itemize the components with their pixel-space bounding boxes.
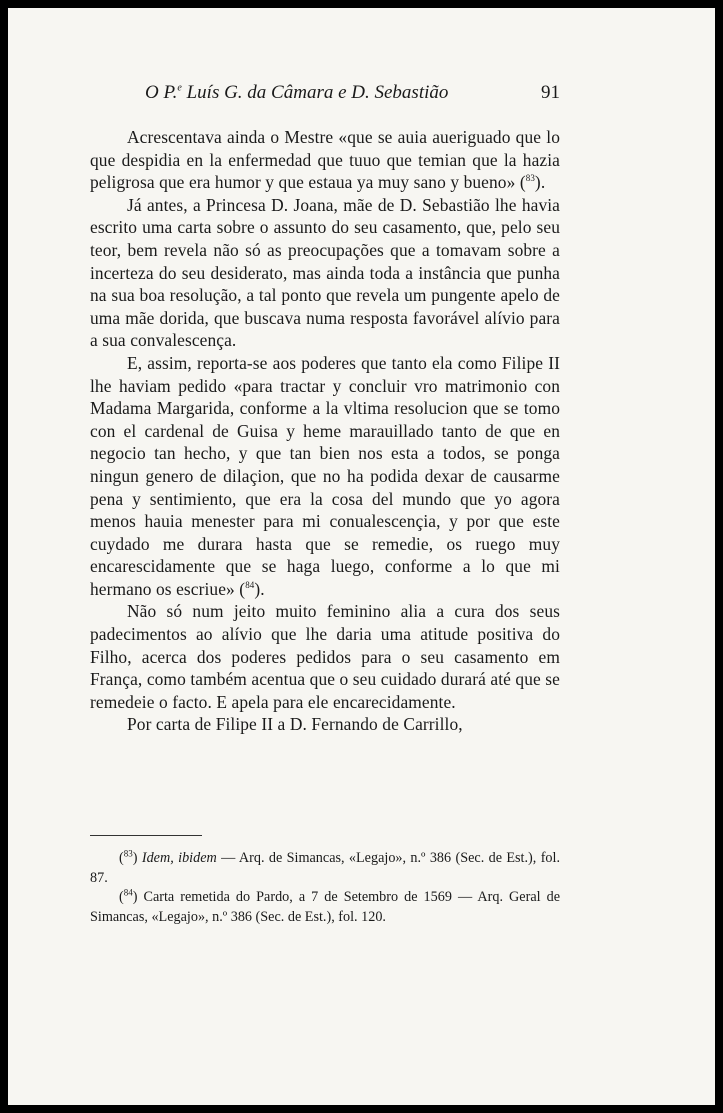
paragraph [90, 126, 560, 194]
running-title-sup: e [177, 82, 182, 94]
paragraph-text: Já antes, a Princesa D. Joana, mãe de D. Sebastião lhe havia escrito uma carta sobre o assunto do seu casamento, que, pelo seu teor, bem revela não só as preocupações que a tomavam sobre a incerteza do seu desiderato, mas ainda toda a instância que punha na sua boa resolução, a tal ponto que revela um pungente apelo de uma mãe dorida, que buscava numa resposta favorável alívio para a sua convalescença. [90, 194, 560, 351]
body-text [90, 126, 560, 736]
footnote: ($^{84}$) Carta remetida do Pardo, a 7 de Setembro de 1569 — Arq. Geral de Simancas, «Legajo», n.º 386 (Sec. de Est.), fol. 120. [90, 887, 560, 925]
paragraph-tail: ). [534, 172, 546, 193]
footnotes [90, 849, 560, 927]
paragraph-text: Por carta de Filipe II a D. Fernando de Carrillo, [127, 714, 463, 735]
paragraph-text: Acrescentava ainda o Mestre «que se auia aueriguado que lo que despidia en la enfermedad que tuuo que temian que la hazia peligrosa que era humor y que estaua ya muy sano y bueno» ( [90, 127, 560, 193]
running-header [145, 82, 560, 112]
paragraph-tail: ). [254, 578, 265, 599]
running-title-post: Luís G. da Câmara e D. Sebastião [181, 82, 449, 103]
paragraph [90, 600, 560, 713]
paragraph-text: Não só num jeito muito feminino alia a cura dos seus padecimentos ao alívio que lhe daria uma atitude positiva do Filho, acerca dos poderes pedidos para o seu casamento em França, como também acentua que o seu cuidado durará até que se remedeie o facto. E apela para ele encarecidamente. [90, 601, 560, 712]
page-number: 91 [541, 82, 560, 103]
paragraph [90, 352, 560, 601]
running-title-pre: O P. [145, 82, 178, 103]
footnote: ($^{83}$) Idem, ibidem — Arq. de Simancas, «Legajo», n.º 386 (Sec. de Est.), fol. 87. [90, 848, 560, 886]
footnote-text: — Arq. de Simancas, «Legajo», n.º 386 (Sec. de Est.), fol. 87. [90, 850, 560, 886]
running-title [145, 82, 448, 104]
footnote-italic: Idem, ibidem [141, 850, 217, 866]
footnote-rule [90, 835, 202, 836]
footnote-ref: 83 [525, 173, 535, 184]
paragraph [90, 194, 560, 352]
paragraph-text: E, assim, reporta-se aos poderes que tanto ela como Filipe II lhe haviam pedido «para tractar y concluir vro matrimonio con Madama Margarida, conforme a la vltima resolucion que se tomo con el cardenal de Guisa y heme marauillado tanto de que en negocio tan hecho, y que tan bien nos esta a todos, se ponga ningun genero de dilaçion, que no ha podida dexar de causarme pena y sentimiento, que era la cosa del mundo que yo agora menos hauia menester para mi conualescençia, y por que este cuydado me durara hasta que se remedie, os ruego muy encarescidamente que se haga luego, conforme a lo que mi hermano os escriue» ( [90, 352, 560, 599]
footnote-ref: 84 [245, 580, 255, 591]
paragraph [90, 713, 560, 736]
footnote-text: Carta remetida do Pardo, a 7 de Setembro de 1569 — Arq. Geral de Simancas, «Legajo», n.º 386 (Sec. de Est.), fol. 120. [90, 889, 560, 925]
footnote-mark: 83 [123, 848, 133, 859]
footnote-mark: 84 [123, 887, 133, 898]
